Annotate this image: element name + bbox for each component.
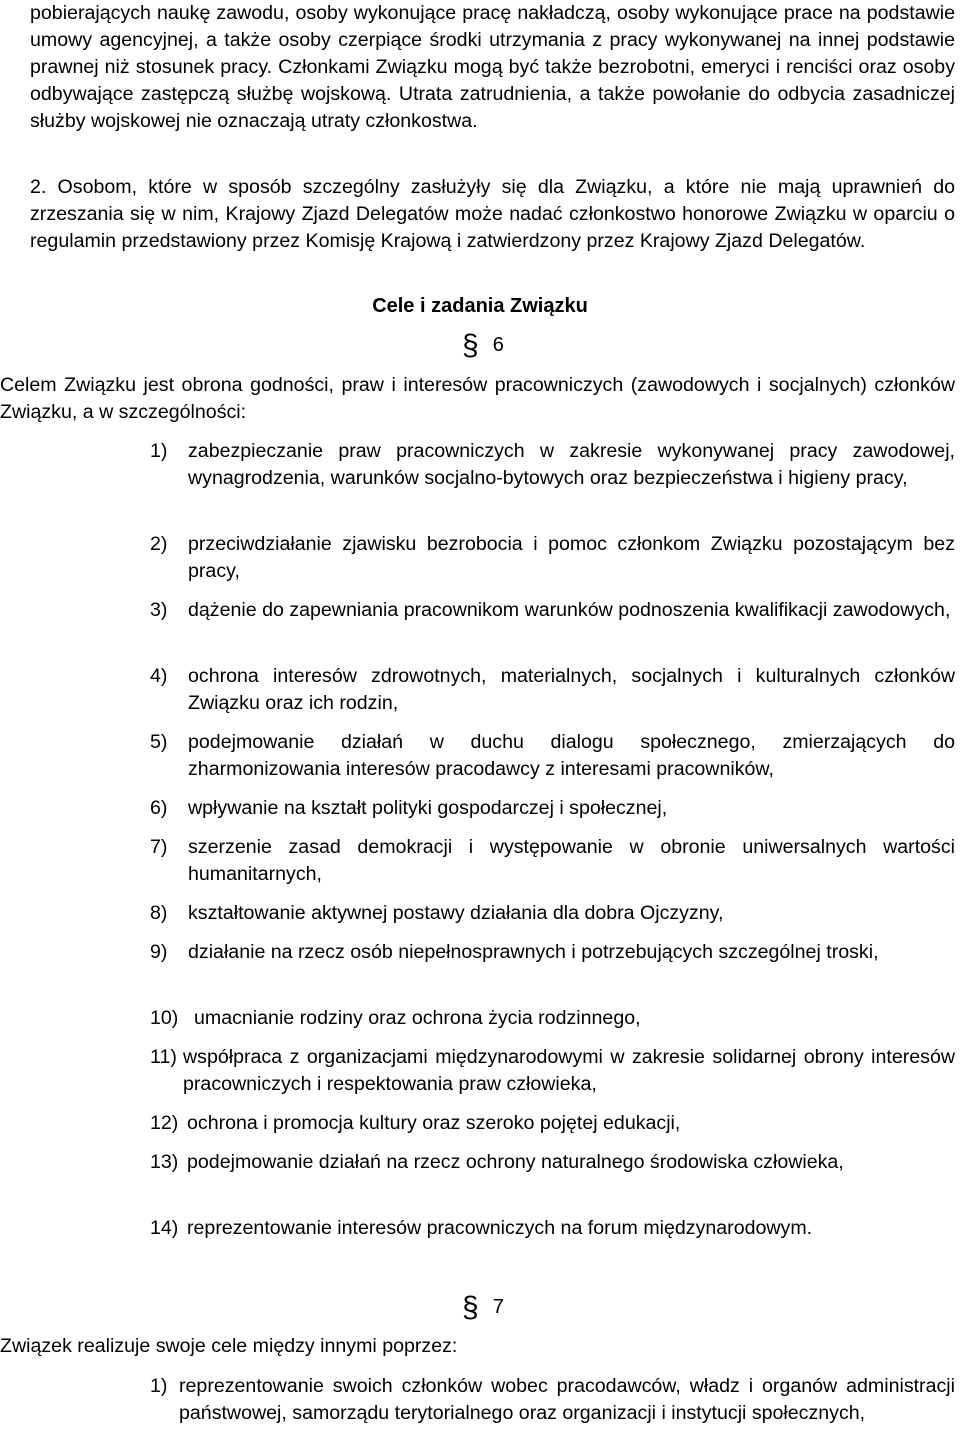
list-item-text: przeciwdziałanie zjawisku bezrobocia i pomoc członkom Związku pozostającym bez pracy,	[188, 533, 955, 582]
list-item	[150, 597, 955, 624]
list-item-number: 5)	[150, 731, 168, 753]
list-item-text: reprezentowanie swoich członków wobec pracodawców, władz i organów administracji państwowej, samorządu terytorialnego oraz organizacji i instytucji społecznych,	[179, 1375, 955, 1424]
list-item	[150, 663, 955, 717]
list-item-number: 9)	[150, 941, 168, 963]
list-item-number: 11)	[150, 1046, 177, 1068]
list-item-number: 4)	[150, 665, 168, 687]
list-item-text: podejmowanie działań w duchu dialogu społecznego, zmierzających do zharmonizowania interesów pracodawcy z interesami pracowników,	[188, 731, 955, 780]
list-item-text: zabezpieczanie praw pracowniczych w zakresie wykonywanej pracy zawodowej, wynagrodzenia, warunków socjalno-bytowych oraz bezpieczeństwa i higieny pracy,	[188, 440, 955, 489]
list-item-text: działanie na rzecz osób niepełnosprawnych i potrzebujących szczególnej troski,	[188, 941, 879, 963]
list-item	[150, 900, 955, 927]
paragraph-honorary-membership: 2. Osobom, które w sposób szczególny zasłużyły się dla Związku, a które nie mają uprawnień do zrzeszania się w nim, Krajowy Zjazd Delegatów może nadać członkostwo honorowe Związku w oparciu o regulamin przedstawiony przez Komisję Krajową i zatwierdzony przez Krajowy Zjazd Delegatów.	[30, 176, 955, 252]
list-item-number: 2)	[150, 533, 168, 555]
list-item-text: dążenie do zapewniania pracownikom warunków podnoszenia kwalifikacji zawodowych,	[188, 599, 951, 621]
list-item	[150, 1044, 955, 1098]
list-item-number: 10)	[150, 1007, 179, 1029]
paragraph-membership: pobierających naukę zawodu, osoby wykonujące pracę nakładczą, osoby wykonujące prace na podstawie umowy agencyjnej, a także osoby czerpiące środki utrzymania z pracy wykonywanej na innej podstawie prawnej niż stosunek pracy. Członkami Związku mogą być także bezrobotni, emeryci i renciści oraz osoby odbywające zastępczą służbę wojskową. Utrata zatrudnienia, a także powołanie do odbycia zasadniczej służby wojskowej nie oznaczają utraty członkostwa.	[30, 2, 955, 132]
list-item-text: współpraca z organizacjami międzynarodowymi w zakresie solidarnej obrony interesów pracowniczych i respektowania praw człowieka,	[183, 1046, 955, 1095]
heading-text: Cele i zadania Związku	[372, 295, 588, 317]
list-item-text: szerzenie zasad demokracji i występowanie w obronie uniwersalnych wartości humanitarnych,	[188, 836, 955, 885]
list-item-text: wpływanie na kształt polityki gospodarczej i społecznej,	[188, 797, 668, 819]
list-item	[150, 1005, 955, 1032]
section-number: 6	[492, 334, 504, 356]
list-item-number: 3)	[150, 599, 168, 621]
list-item	[150, 1215, 955, 1242]
paragraph-goal-intro: Celem Związku jest obrona godności, praw i interesów pracowniczych (zawodowych i socjalnych) członków Związku, a w szczególności:	[0, 374, 955, 423]
section-symbol: §	[462, 1291, 479, 1324]
list-item-number: 7)	[150, 836, 168, 858]
section-number: 7	[492, 1296, 504, 1318]
list-item-text: ochrona interesów zdrowotnych, materialnych, socjalnych i kulturalnych członków Związku oraz ich rodzin,	[188, 665, 955, 714]
list-item-number: 12)	[150, 1112, 179, 1134]
list-item	[150, 1373, 955, 1427]
list-item-number: 8)	[150, 902, 168, 924]
list-item	[150, 939, 955, 966]
paragraph-means-intro: Związek realizuje swoje cele między innymi poprzez:	[0, 1335, 458, 1357]
section-7-marker	[462, 1291, 504, 1324]
list-item-text: kształtowanie aktywnej postawy działania dla dobra Ojczyzny,	[188, 902, 724, 924]
list-item	[150, 531, 955, 585]
list-item	[150, 1149, 955, 1176]
list-item-number: 1)	[150, 440, 168, 462]
list-item	[150, 795, 955, 822]
list-item-number: 14)	[150, 1217, 179, 1239]
section-6-marker	[462, 329, 504, 362]
list-item-text: podejmowanie działań na rzecz ochrony naturalnego środowiska człowieka,	[187, 1151, 844, 1173]
list-item-number: 6)	[150, 797, 168, 819]
section-heading	[0, 293, 960, 320]
list-item	[150, 834, 955, 888]
section-symbol: §	[462, 329, 479, 362]
list-item-number: 13)	[150, 1151, 179, 1173]
list-item	[150, 438, 955, 492]
list-item-text: umacnianie rodziny oraz ochrona życia rodzinnego,	[194, 1007, 641, 1029]
list-item	[150, 729, 955, 783]
list-item-text: reprezentowanie interesów pracowniczych na forum międzynarodowym.	[187, 1217, 813, 1239]
list-item-number: 1)	[150, 1375, 168, 1397]
list-item-text: ochrona i promocja kultury oraz szeroko pojętej edukacji,	[187, 1112, 681, 1134]
list-item	[150, 1110, 955, 1137]
